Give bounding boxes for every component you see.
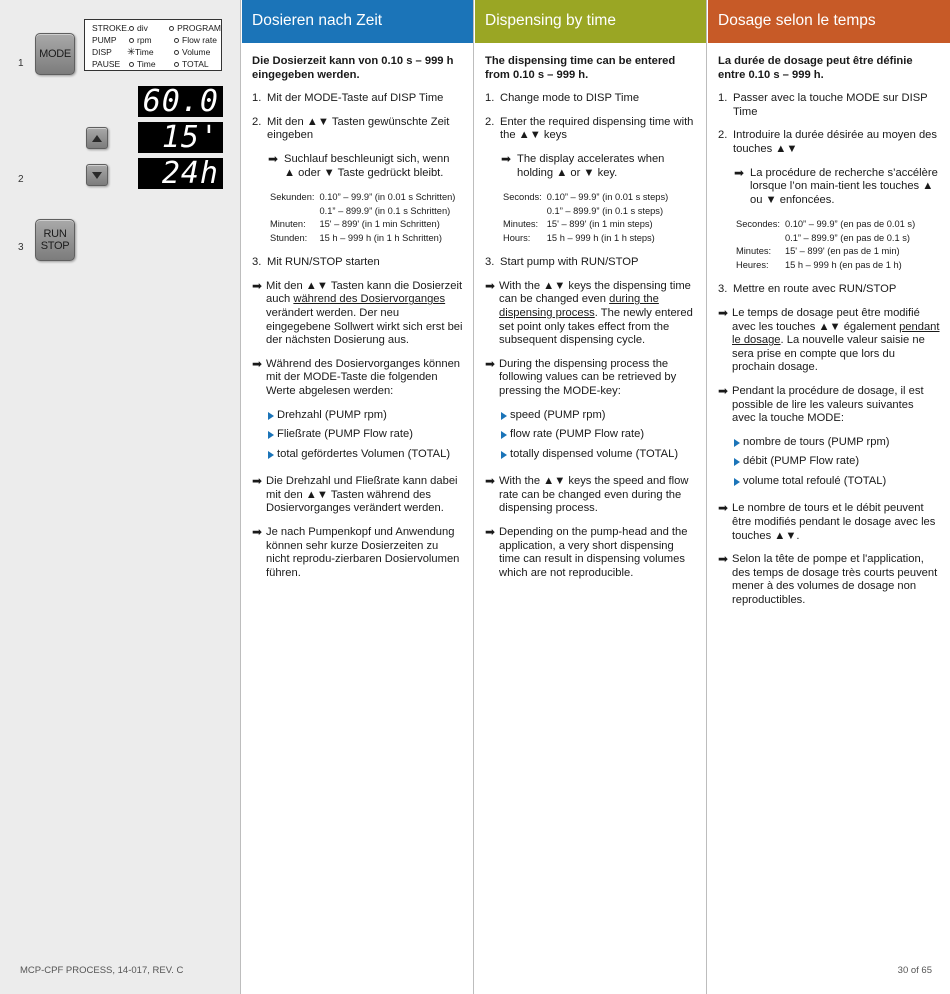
table-value: 0.10” – 99.9” (in 0.01 s Schritten)	[319, 192, 456, 203]
run-label: RUN	[43, 228, 67, 240]
info-paragraph: Pendant la procédure de dosage, il est possible de lire les valeurs suivantes avec la touche MODE:	[732, 384, 924, 425]
mode-label: TOTAL	[182, 59, 209, 69]
table-key: Minutes:	[503, 219, 539, 230]
info-paragraph: Mit den ▲▼ Tasten kann die Dosierzeit auch während des Dosiervorganges verändert werden. Der neu eingegebene Sollwert wirkt sich erst bei der nächsten Dosierung aus.	[266, 279, 463, 347]
mode-label: DISP	[92, 47, 112, 57]
run-stop-button[interactable]	[35, 219, 75, 261]
arrow-right-icon: ➡	[718, 501, 729, 516]
indicator-dot-icon	[169, 26, 174, 31]
info-paragraph: With the ▲▼ keys the speed and flow rate can be changed even during the dispensing process.	[499, 475, 689, 515]
table-key: Minutes:	[736, 246, 772, 257]
bullet-triangle-icon	[734, 458, 740, 466]
row-number-3: 3	[18, 242, 24, 253]
table-key	[503, 206, 545, 218]
arrow-right-icon: ➡	[718, 383, 729, 398]
stop-label: STOP	[40, 240, 70, 252]
table-key: Heures:	[736, 259, 769, 270]
arrow-right-icon: ➡	[268, 151, 279, 166]
page-number: 30 of 65	[897, 965, 932, 976]
note-text: Suchlauf beschleunigt sich, wenn ▲ oder ▼ Taste gedrückt bleibt.	[284, 152, 450, 179]
arrow-right-icon: ➡	[485, 356, 496, 371]
info-paragraph: Während des Dosiervorganges können mit der MODE-Taste die folgenden Werte abgelesen werden:	[266, 357, 461, 397]
mode-label: Time	[137, 59, 156, 69]
bullet-triangle-icon	[734, 478, 740, 486]
bullet-item: débit (PUMP Flow rate)	[743, 455, 860, 468]
table-key: Secondes:	[736, 219, 780, 230]
indicator-dot-icon	[129, 26, 134, 31]
lead-text: The dispensing time can be entered from 0.10 s – 999 h.	[485, 55, 676, 81]
step-2: Mit den ▲▼ Tasten gewünschte Zeit eingeben	[267, 115, 450, 142]
arrow-right-icon: ➡	[252, 356, 263, 371]
info-paragraph: During the dispensing process the following values can be retrieved by pressing the MODE-key:	[499, 357, 677, 397]
bullet-triangle-icon	[734, 439, 740, 447]
step-1: Passer avec la touche MODE sur DISP Time	[733, 92, 928, 118]
mode-label: PAUSE	[92, 59, 121, 69]
arrow-right-icon: ➡	[718, 305, 729, 320]
step-1: Mit der MODE-Taste auf DISP Time	[267, 92, 444, 105]
time-range-table	[268, 190, 457, 246]
table-value: 15 h – 999 h (in 1 h steps)	[546, 232, 655, 243]
table-value: 15 h – 999 h (en pas de 1 h)	[784, 259, 902, 270]
table-key	[270, 206, 317, 218]
lcd-display-minutes: 15'	[138, 122, 223, 153]
table-value: 0.1” – 899.9” (in 0.1 s Schritten)	[319, 205, 451, 216]
lead-text: La durée de dosage peut être définie entre 0.10 s – 999 h.	[718, 55, 913, 81]
table-value: 0.10” – 99.9” (in 0.01 s steps)	[546, 192, 669, 203]
info-paragraph: With the ▲▼ keys the dispensing time can be changed even during the dispensing process. The newly entered set point only takes effect from the subsequent dispensing cycle.	[499, 279, 693, 347]
table-key: Stunden:	[270, 232, 308, 243]
mode-table	[84, 19, 222, 71]
arrow-right-icon: ➡	[485, 278, 496, 293]
arrow-right-icon: ➡	[252, 278, 263, 293]
mode-label: rpm	[137, 35, 152, 45]
document-id: MCP-CPF PROCESS, 14-017, REV. C	[20, 965, 184, 976]
bullet-triangle-icon	[268, 451, 274, 459]
step-3: Mit RUN/STOP starten	[267, 256, 380, 269]
active-indicator-icon: ✳	[127, 46, 136, 58]
column-german: Dosieren nach Zeit Die Dosierzeit kann von 0.10 s – 999 h eingegeben werden. 1. Mit der MODE-Taste auf DISP Time 2. Mit den ▲▼ Tasten gewünschte Zeit eingeben ➡ Suchlauf beschleunigt sich, wenn ▲ oder ▼ Taste gedrückt bleibt. Sekunden: 0.10” – 99.9” (in 0.01 s Schritten) 0.1” – 899.9” (in 0.1 s Schritten) Minuten: 15' – 899' (in 1 min Schritten) Stunden: 15 h – 999 h (in 1 h Schritten) 3. Mit RUN/STOP starten ➡ Mit den ▲▼ Tasten kann die Dosierzeit auch während des Dosiervorganges verändert werden. Der neu eingegebene Sollwert wirkt sich erst bei der nächsten Dosierung aus. ➡ Während des Dosiervorganges können mit der MODE-Taste die folgenden Werte abgelesen werden: Drehzahl (PUMP rpm) Fließrate (PUMP Flow rate) total gefördertes Volumen (TOTAL) ➡ Die Drehzahl und Fließrate kann dabei mit den ▲▼ Tasten während des Dosiervorganges verändert werden. ➡ Je nach Pumpenkopf und Anwendung können sehr kurze Dosierzeiten zu nicht reprodu-zierbaren Dosiervolumen führen.	[242, 0, 474, 994]
step-2: Enter the required dispensing time with the ▲▼ keys	[500, 115, 694, 142]
mode-label: PROGRAM	[177, 23, 221, 33]
indicator-dot-icon	[174, 62, 179, 67]
bullet-item: volume total refoulé (TOTAL)	[743, 474, 887, 487]
column-header-german: Dosieren nach Zeit	[242, 0, 473, 43]
arrow-up-icon	[92, 135, 102, 142]
down-button[interactable]	[86, 164, 108, 186]
lcd-display-seconds: 60.0	[138, 86, 223, 117]
table-value: 15' – 899' (en pas de 1 min)	[784, 246, 900, 257]
bullet-triangle-icon	[268, 431, 274, 439]
mode-label: Time	[135, 47, 154, 57]
time-range-table	[734, 217, 917, 273]
column-header-french: Dosage selon le temps	[708, 0, 950, 43]
mode-button-label: MODE	[39, 48, 71, 60]
mode-label: div	[137, 23, 148, 33]
table-value: 15' – 899' (in 1 min steps)	[546, 219, 653, 230]
step-3: Start pump with RUN/STOP	[500, 256, 639, 269]
info-paragraph: Le nombre de tours et le débit peuvent être modifiés pendant le dosage avec les touches ▲▼.	[732, 502, 936, 542]
device-panel	[0, 0, 241, 994]
arrow-right-icon: ➡	[252, 474, 263, 489]
arrow-right-icon: ➡	[485, 474, 496, 489]
note-text: The display accelerates when holding ▲ or ▼ key.	[517, 152, 665, 179]
arrow-right-icon: ➡	[252, 525, 263, 540]
column-french: Dosage selon le temps La durée de dosage peut être définie entre 0.10 s – 999 h. 1. Passer avec la touche MODE sur DISP Time 2. Introduire la durée désirée au moyen des touches ▲▼ ➡ La procédure de recherche s’accélère lorsque l’on main-tient les touches ▲ ou ▼ enfoncées. Secondes: 0.10” – 99.9” (en pas de 0.01 s) 0.1” – 899.9” (en pas de 0.1 s) Minutes: 15' – 899' (en pas de 1 min) Heures: 15 h – 999 h (en pas de 1 h) 3. Mettre en route avec RUN/STOP ➡ Le temps de dosage peut être modifié avec les touches ▲▼ également pendant le dosage. La nouvelle valeur saisie ne sera prise en compte que lors du prochain dosage. ➡ Pendant la procédure de dosage, il est possible de lire les valeurs suivantes avec la touche MODE: nombre de tours (PUMP rpm) débit (PUMP Flow rate) volume total refoulé (TOTAL) ➡ Le nombre de tours et le débit peuvent être modifiés pendant le dosage avec les touches ▲▼. ➡ Selon la tête de pompe et l'application, des temps de dosage très courts peuvent mener à des volumes de dosage non reproductibles. 30 of 65	[708, 0, 950, 994]
info-paragraph: Le temps de dosage peut être modifié avec les touches ▲▼ également pendant le dosage. La nouvelle valeur saisie ne sera prise en compte que lors du prochain dosage.	[732, 306, 940, 374]
column-english: Dispensing by time The dispensing time can be entered from 0.10 s – 999 h. 1. Change mode to DISP Time 2. Enter the required dispensing time with the ▲▼ keys ➡ The display accelerates when holding ▲ or ▼ key. Seconds: 0.10” – 99.9” (in 0.01 s steps) 0.1” – 899.9” (in 0.1 s steps) Minutes: 15' – 899' (in 1 min steps) Hours: 15 h – 999 h (in 1 h steps) 3. Start pump with RUN/STOP ➡ With the ▲▼ keys the dispensing time can be changed even during the dispensing process. The newly entered set point only takes effect from the subsequent dispensing cycle. ➡ During the dispensing process the following values can be retrieved by pressing the MODE-key: speed (PUMP rpm) flow rate (PUMP Flow rate) totally dispensed volume (TOTAL) ➡ With the ▲▼ keys the speed and flow rate can be changed even during the dispensing process. ➡ Depending on the pump-head and the application, a very short dispensing time can result in dispensing volumes which are not reproducible.	[475, 0, 707, 994]
info-paragraph: Je nach Pumpenkopf und Anwendung können sehr kurze Dosierzeiten zu nicht reprodu-zierbaren Dosiervolumen führen.	[266, 526, 460, 579]
step-3: Mettre en route avec RUN/STOP	[733, 283, 897, 296]
mode-label: Flow rate	[182, 35, 217, 45]
mode-label: STROKE.	[92, 23, 130, 33]
row-number-2: 2	[18, 174, 24, 185]
bullet-item: total gefördertes Volumen (TOTAL)	[277, 447, 451, 460]
arrow-right-icon: ➡	[734, 165, 745, 180]
step-1: Change mode to DISP Time	[500, 92, 640, 105]
bullet-triangle-icon	[501, 431, 507, 439]
table-value: 15 h – 999 h (in 1 h Schritten)	[319, 232, 442, 243]
lcd-display-hours: 24h	[138, 158, 223, 189]
info-paragraph: Depending on the pump-head and the application, a very short dispensing time can result in dispensing volumes which are not reproducible.	[499, 526, 688, 579]
bullet-item: flow rate (PUMP Flow rate)	[510, 428, 645, 441]
table-value: 0.1” – 899.9” (in 0.1 s steps)	[546, 205, 664, 216]
arrow-right-icon: ➡	[718, 552, 729, 567]
time-range-table	[501, 190, 670, 246]
table-key: Hours:	[503, 232, 531, 243]
arrow-down-icon	[92, 172, 102, 179]
bullet-item: speed (PUMP rpm)	[510, 408, 606, 421]
table-key: Minuten:	[270, 219, 306, 230]
arrow-right-icon: ➡	[501, 151, 512, 166]
bullet-item: nombre de tours (PUMP rpm)	[743, 435, 890, 448]
table-value: 0.1” – 899.9” (en pas de 0.1 s)	[784, 232, 911, 243]
bullet-triangle-icon	[501, 451, 507, 459]
mode-label: Volume	[182, 47, 211, 57]
table-value: 0.10” – 99.9” (en pas de 0.01 s)	[784, 219, 916, 230]
row-number-1: 1	[18, 58, 24, 69]
indicator-dot-icon	[174, 38, 179, 43]
lead-text: Die Dosierzeit kann von 0.10 s – 999 h eingegeben werden.	[252, 55, 454, 81]
column-header-english: Dispensing by time	[475, 0, 706, 43]
table-key: Seconds:	[503, 192, 542, 203]
table-key: Sekunden:	[270, 192, 315, 203]
mode-button[interactable]	[35, 33, 75, 75]
up-button[interactable]	[86, 127, 108, 149]
bullet-item: Drehzahl (PUMP rpm)	[277, 408, 387, 421]
indicator-dot-icon	[129, 38, 134, 43]
note-text: La procédure de recherche s’accélère lorsque l’on main-tient les touches ▲ ou ▼ enfoncées.	[750, 166, 938, 206]
info-paragraph: Selon la tête de pompe et l'application, des temps de dosage très courts peuvent mener à des volumes de dosage non reproductibles.	[732, 553, 938, 607]
step-2: Introduire la durée désirée au moyen des touches ▲▼	[733, 129, 937, 155]
table-value: 15' – 899' (in 1 min Schritten)	[319, 219, 440, 230]
bullet-item: totally dispensed volume (TOTAL)	[510, 447, 679, 460]
mode-label: PUMP	[92, 35, 117, 45]
bullet-triangle-icon	[268, 412, 274, 420]
table-key	[736, 233, 783, 245]
info-paragraph: Die Drehzahl und Fließrate kann dabei mit den ▲▼ Tasten während des Dosiervorganges verändert werden.	[266, 475, 458, 515]
bullet-item: Fließrate (PUMP Flow rate)	[277, 428, 413, 441]
run-stop-label	[41, 228, 70, 252]
indicator-dot-icon	[174, 50, 179, 55]
bullet-triangle-icon	[501, 412, 507, 420]
arrow-right-icon: ➡	[485, 525, 496, 540]
indicator-dot-icon	[129, 62, 134, 67]
